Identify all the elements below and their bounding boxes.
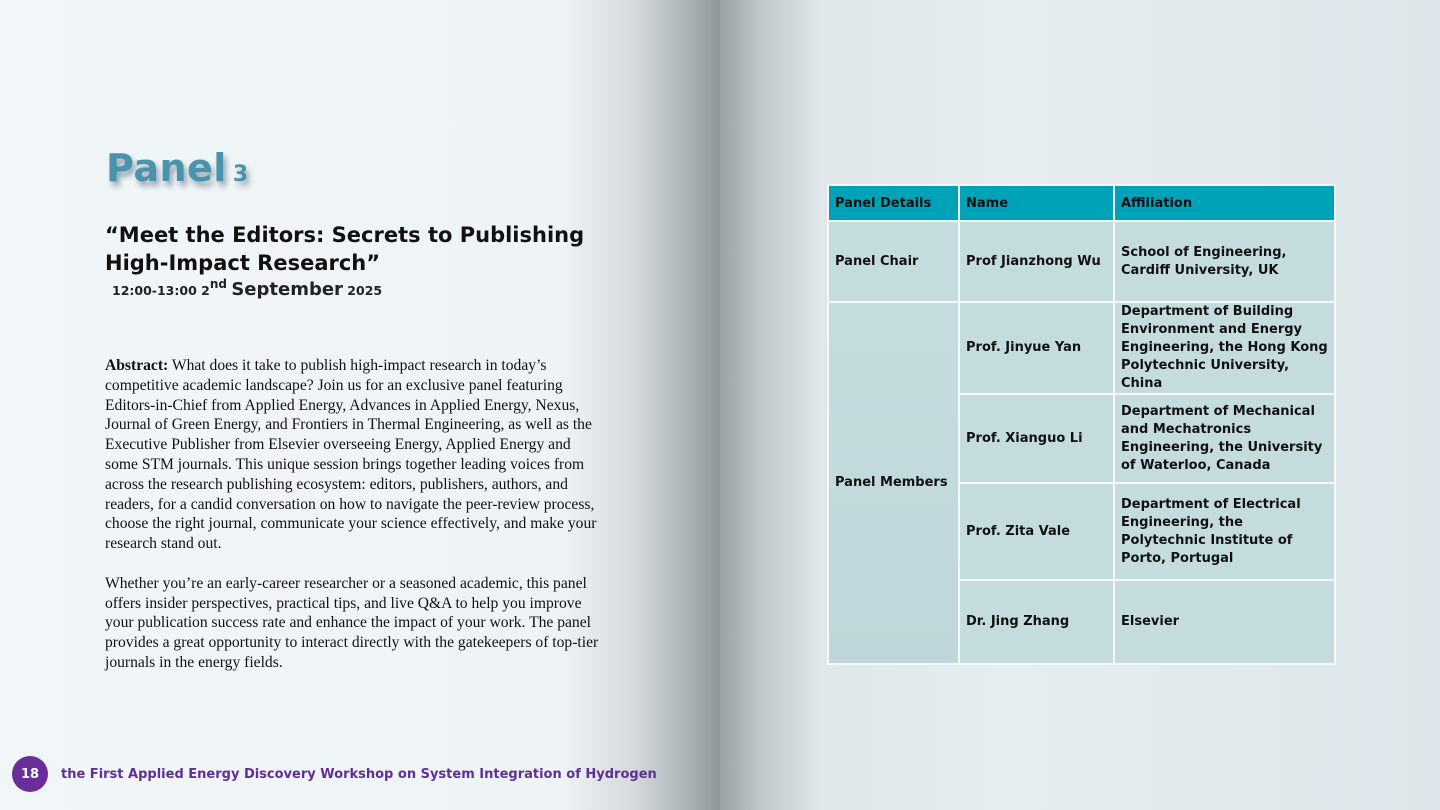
- member-affiliation: Elsevier: [1114, 580, 1335, 664]
- abstract: [105, 356, 600, 693]
- member-name: Prof. Jinyue Yan: [959, 302, 1114, 394]
- session-day: 2: [201, 283, 210, 298]
- footer-title: the First Applied Energy Discovery Workshop on System Integration of Hydrogen: [61, 767, 657, 782]
- table-header-row: [828, 185, 1335, 221]
- page-number-badge: 18: [12, 756, 48, 792]
- session-datetime: [112, 277, 382, 300]
- session-year: 2025: [347, 283, 383, 298]
- session-day-suffix: nd: [209, 277, 227, 291]
- abstract-text-1: What does it take to publish high-impact research in today’s competitive academic landscape? Join us for an exclusive panel featuring Editors-in-Chief from Applied Energy, Advances in Applied Energy, Nexus, Journal of Green Energy, and Frontiers in Thermal Engineering, as well as the Executive Publisher from Elsevier overseeing Energy, Applied Energy and some STM journals. This unique session brings together leading voices from across the research publishing ecosystem: editors, publishers, authors, and readers, for a candid conversation on how to navigate the peer-review process, choose the right journal, communicate your science effectively, and make your research stand out.: [105, 357, 597, 553]
- member-affiliation: Department of Building Environment and Energy Engineering, the Hong Kong Polytechnic University, China: [1114, 302, 1335, 394]
- panel-table: [827, 184, 1336, 665]
- member-affiliation: Department of Mechanical and Mechatronics Engineering, the University of Waterloo, Canada: [1114, 394, 1335, 483]
- chair-name: Prof Jianzhong Wu: [959, 221, 1114, 302]
- panel-number: 3: [232, 162, 249, 187]
- session-time: 12:00-13:00: [112, 283, 197, 298]
- table-row-chair: [828, 221, 1335, 302]
- panel-title-word: Panel: [106, 146, 227, 190]
- abstract-label: Abstract:: [105, 357, 169, 374]
- session-subtitle: “Meet the Editors: Secrets to Publishing High-Impact Research”: [105, 223, 585, 275]
- abstract-paragraph-1: [105, 356, 600, 554]
- header-affiliation: Affiliation: [1114, 185, 1335, 221]
- header-panel-details: Panel Details: [828, 185, 959, 221]
- chair-affiliation: School of Engineering, Cardiff University, UK: [1114, 221, 1335, 302]
- member-name: Prof. Zita Vale: [959, 483, 1114, 580]
- panel-chair-label: Panel Chair: [828, 221, 959, 302]
- panel-title: [106, 146, 249, 190]
- abstract-paragraph-2: Whether you’re an early-career researcher or a seasoned academic, this panel offers insider perspectives, practical tips, and live Q&A to help you improve your publication success rate and enhance the impact of your work. The panel provides a great opportunity to interact directly with the gatekeepers of top-tier journals in the energy fields.: [105, 574, 599, 671]
- table-row-member: [828, 302, 1335, 394]
- member-name: Dr. Jing Zhang: [959, 580, 1114, 664]
- member-affiliation: Department of Electrical Engineering, the Polytechnic Institute of Porto, Portugal: [1114, 483, 1335, 580]
- session-month: September: [231, 279, 343, 300]
- member-name: Prof. Xianguo Li: [959, 394, 1114, 483]
- panel-members-label: Panel Members: [828, 302, 959, 664]
- header-name: Name: [959, 185, 1114, 221]
